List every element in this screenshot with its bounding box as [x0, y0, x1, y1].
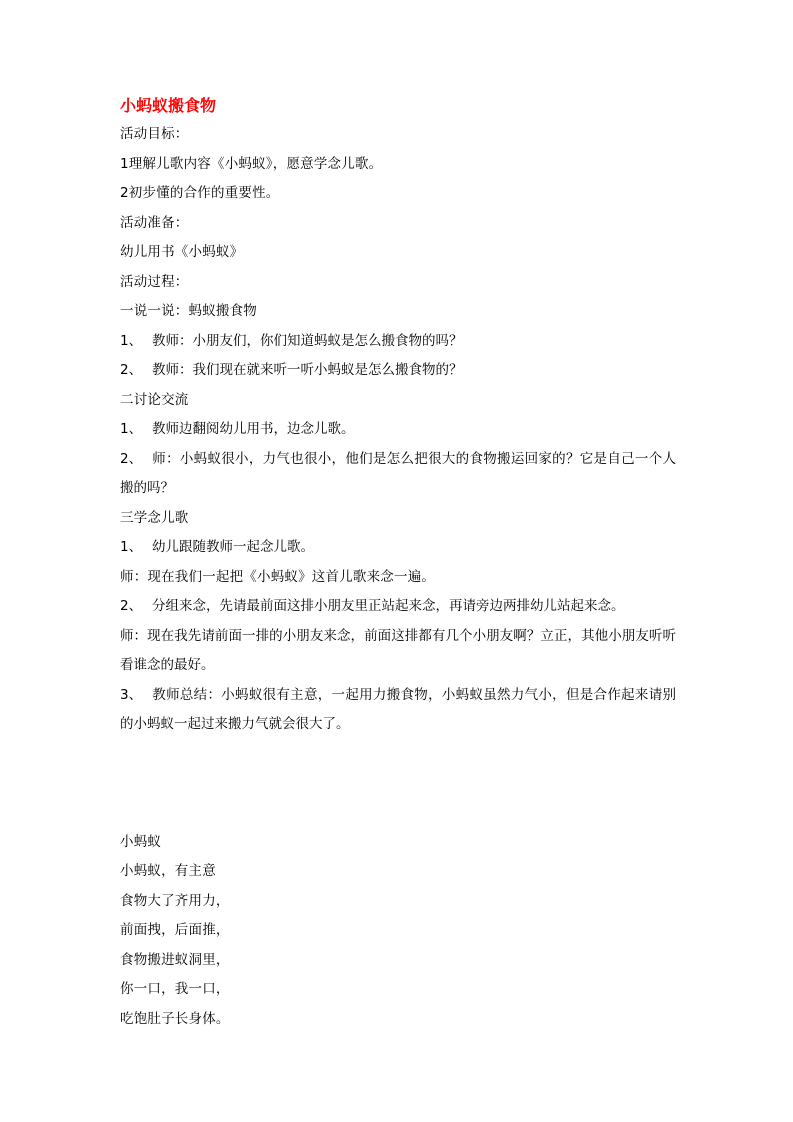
poem	[120, 828, 680, 1035]
item-text: 分组来念，先请最前面这排小朋友里正站起来念，再请旁边两排幼儿站起来念。	[152, 598, 625, 614]
section-3-teacher-line-1: 师：现在我们一起把《小蚂蚁》这首儿歌来念一遍。	[120, 568, 436, 585]
item-text: 教师总结：小蚂蚁很有主意，一起用力搬食物，小蚂蚁虽然力气小，但是合作起来请别的小蚂蚁一起过来搬力气就会很大了。	[120, 686, 676, 732]
section-1-heading: 一说一说：蚂蚁搬食物	[120, 303, 257, 319]
section-2-item-2	[120, 445, 676, 504]
section-3-item-1	[120, 533, 680, 563]
goal-1: 1理解儿歌内容《小蚂蚁》，愿意学念儿歌。	[120, 155, 383, 172]
item-number: 2、	[120, 450, 143, 467]
item-text: 幼儿跟随教师一起念儿歌。	[152, 539, 314, 555]
poem-line: 小蚂蚁，有主意	[120, 863, 216, 880]
goals-label: 活动目标：	[120, 126, 189, 142]
poem-line: 食物大了齐用力，	[120, 892, 230, 909]
item-text: 教师：小朋友们，你们知道蚂蚁是怎么搬食物的吗？	[152, 332, 463, 349]
poem-line: 吃饱肚子长身体。	[120, 1011, 230, 1028]
item-number: 2、	[120, 598, 143, 614]
item-number: 1、	[120, 539, 143, 555]
spacer	[120, 740, 680, 828]
section-1-item-1	[120, 327, 680, 357]
poem-title: 小蚂蚁	[120, 833, 162, 850]
item-text: 教师边翻阅幼儿用书，边念儿歌。	[152, 421, 355, 437]
item-text: 师：小蚂蚁很小，力气也很小，他们是怎么把很大的食物搬运回家的？它是自己一个人搬的吗？	[120, 450, 676, 496]
poem-line: 食物搬进蚁洞里，	[120, 951, 230, 968]
prep-label: 活动准备：	[120, 214, 189, 231]
section-3-item-2	[120, 592, 680, 622]
prep-item: 幼儿用书《小蚂蚁》	[120, 244, 244, 260]
document-page	[120, 92, 680, 1035]
goal-2: 2初步懂的合作的重要性。	[120, 185, 280, 201]
item-number: 3、	[120, 686, 143, 703]
section-2-item-1	[120, 415, 680, 445]
item-number: 2、	[120, 362, 143, 378]
item-text: 教师：我们现在就来听一听小蚂蚁是怎么搬食物的？	[152, 362, 463, 378]
section-3-teacher-line-2: 师：现在我先请前面一排的小朋友来念，前面这排都有几个小朋友啊？立正，其他小朋友听听看谁念的最好。	[120, 627, 676, 673]
poem-line: 前面拽，后面推，	[120, 922, 230, 939]
item-number: 1、	[120, 332, 143, 349]
process-label: 活动过程：	[120, 273, 189, 290]
section-1-item-2	[120, 356, 680, 386]
item-number: 1、	[120, 421, 143, 437]
poem-line: 你一口，我一口，	[120, 981, 230, 998]
document-title: 小蚂蚁搬食物	[120, 96, 217, 115]
section-2-heading: 二讨论交流	[120, 391, 189, 408]
section-3-item-3	[120, 681, 676, 740]
section-3-heading: 三学念儿歌	[120, 509, 189, 526]
